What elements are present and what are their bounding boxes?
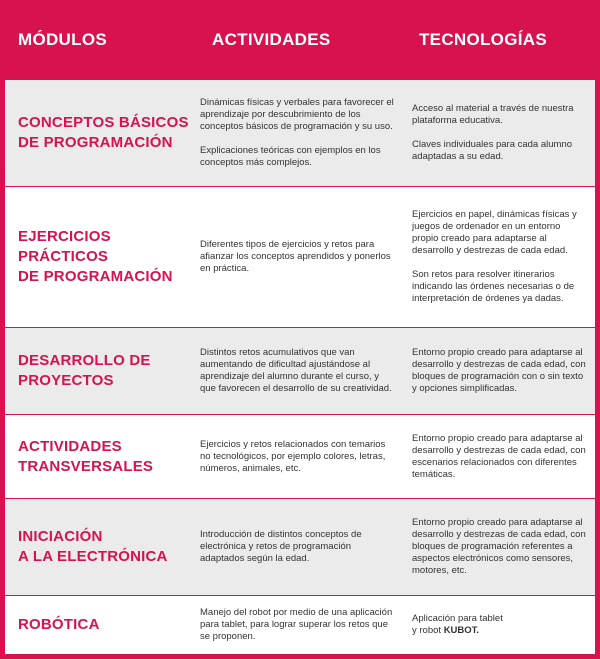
module-title: CONCEPTOS BÁSICOS DE PROGRAMACIÓN [18, 114, 189, 151]
module-title: ACTIVIDADES TRANSVERSALES [18, 437, 154, 475]
module-title: ROBÓTICA [18, 616, 100, 633]
technology-text: Son retos para resolver itinerarios indicando las órdenes necesarias o de interpretación de órdenes ya dadas. [412, 269, 575, 304]
module-title: EJERCICIOS PRÁCTICOS DE PROGRAMACIÓN [18, 228, 173, 285]
technology-text: Claves individuales para cada alumno adaptadas a su edad. [412, 139, 573, 162]
table-header [0, 0, 600, 80]
technology-text: Entorno propio creado para adaptarse al desarrollo y destrezas de cada edad, con escenarios relacionados con diferentes temáticas. [412, 432, 586, 480]
activities-cell [200, 529, 396, 565]
table-row [5, 596, 595, 654]
header-modulos: MÓDULOS [18, 30, 107, 49]
header-actividades: ACTIVIDADES [212, 30, 331, 49]
activity-text: Introducción de distintos conceptos de electrónica y retos de programación adaptados según la edad. [200, 529, 362, 564]
technology-text: Ejercicios en papel, dinámicas físicas y juegos de ordenador en un entorno propio creado para adaptarse al desarrollo y destrezas de cada edad. [412, 209, 577, 256]
technologies-cell [412, 517, 589, 577]
activity-text: Ejercicios y retos relacionados con temarios no tecnológicos, por ejemplo colores, letras, números, animales, etc. [200, 438, 386, 474]
activity-text: Dinámicas físicas y verbales para favorecer el aprendizaje por descubrimiento de los conceptos básicos de programación y su uso. [200, 97, 394, 132]
table-row [5, 415, 595, 498]
activities-cell [200, 439, 396, 475]
activities-cell [200, 347, 396, 395]
activity-text: Explicaciones teóricas con ejemplos en los conceptos más complejos. [200, 145, 381, 168]
activity-text: Diferentes tipos de ejercicios y retos para afianzar los conceptos aprendidos y ponerlos en práctica. [200, 239, 391, 274]
technologies-cell [412, 347, 589, 395]
table-row [5, 187, 595, 327]
module-title: INICIACIÓN A LA ELECTRÓNICA [18, 528, 168, 565]
activities-cell [200, 239, 396, 275]
kubot-label: KUBOT. [443, 625, 480, 636]
header-tecnologias: TECNOLOGÍAS [419, 30, 547, 49]
activities-cell [200, 97, 396, 169]
technology-text: Aplicación para tablet y robot [412, 613, 503, 636]
table-row [5, 499, 595, 595]
technology-text: Entorno propio creado para adaptarse al desarrollo y destrezas de cada edad, con bloques de programación referentes a aspectos electrónicos como sensores, motores, etc. [412, 517, 586, 576]
activities-cell [200, 607, 396, 643]
activity-text: Distintos retos acumulativos que van aumentando de dificultad ajustándose al aprendizaje del alumno durante el curso, y que favorecen el desarrollo de su creatividad. [200, 347, 392, 394]
technology-text: Entorno propio creado para adaptarse al desarrollo y destrezas de cada edad, con bloques de programación con o sin texto y opciones simplificadas. [412, 347, 586, 394]
technology-text: Acceso al material a través de nuestra plataforma educativa. [412, 103, 574, 126]
module-title: DESARROLLO DE PROYECTOS [18, 352, 151, 389]
technologies-cell [412, 103, 589, 163]
technologies-cell [412, 613, 503, 637]
table-row [5, 328, 595, 414]
activity-text: Manejo del robot por medio de una aplicación para tablet, para lograr superar los retos que se proponen. [200, 607, 393, 642]
technologies-cell [412, 433, 589, 481]
table-row [5, 80, 595, 186]
technologies-cell [412, 209, 589, 305]
